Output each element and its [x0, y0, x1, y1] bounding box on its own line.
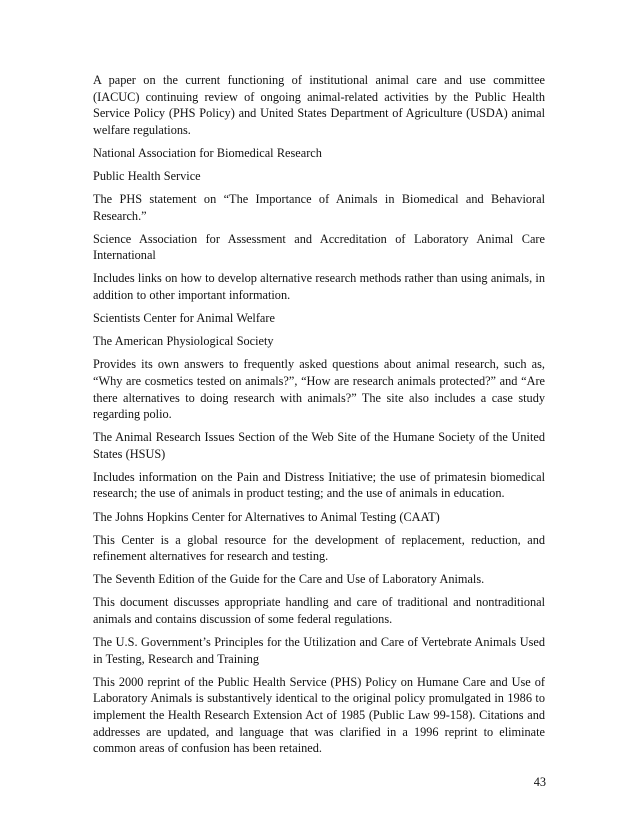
paragraph-alternatives-links: Includes links on how to develop alternative research methods rather than using animals, in addition to other important information. — [93, 271, 545, 303]
paragraph-caat: The Johns Hopkins Center for Alternatives to Animal Testing (CAAT) — [93, 509, 440, 524]
paragraph-caat-info: This Center is a global resource for the development of replacement, reduction, and refinement alternatives for research and testing. — [93, 532, 545, 564]
page-body — [93, 72, 545, 763]
paragraph-phs: Public Health Service — [93, 168, 201, 183]
paragraph-phs-policy-reprint: This 2000 reprint of the Public Health Service (PHS) Policy on Humane Care and Use of Laboratory Animals is substantively identical to the original policy promulgated in 1986 to implement the Health Research Extension Act of 1985 (Public Law 99-158). Citations and addresses are updated, and language that was clarified in a 1996 reprint to eliminate common areas of confusion has been retained. — [93, 674, 545, 756]
paragraph-iacuc-paper: A paper on the current functioning of institutional animal care and use committee (IACUC) continuing review of ongoing animal-related activities by the Public Health Service Policy (PHS Policy) and United States Department of Agriculture (USDA) animal welfare regulations. — [93, 73, 545, 137]
paragraph-nabr: National Association for Biomedical Research — [93, 145, 322, 160]
paragraph-principles: The U.S. Government’s Principles for the Utilization and Care of Vertebrate Animals Used in Testing, Research and Training — [93, 635, 545, 666]
paragraph-hsus: The Animal Research Issues Section of the Web Site of the Humane Society of the United States (HSUS) — [93, 430, 545, 461]
paragraph-guide-info: This document discusses appropriate handling and care of traditional and nontraditional animals and contains discussion of some federal regulations. — [93, 595, 545, 627]
paragraph-hsus-info: Includes information on the Pain and Distress Initiative; the use of primatesin biomedical research; the use of animals in product testing; and the use of animals in education. — [93, 469, 545, 501]
paragraph-guide: The Seventh Edition of the Guide for the Care and Use of Laboratory Animals. — [93, 572, 485, 587]
paragraph-scaw: Scientists Center for Animal Welfare — [93, 311, 275, 326]
paragraph-aaalac: Science Association for Assessment and Accreditation of Laboratory Animal Care International — [93, 231, 545, 263]
paragraph-phs-statement: The PHS statement on “The Importance of Animals in Biomedical and Behavioral Research.” — [93, 192, 545, 223]
paragraph-aps: The American Physiological Society — [93, 334, 274, 349]
paragraph-aps-faq: Provides its own answers to frequently asked questions about animal research, such as, “Why are cosmetics tested on animals?”, “How are research animals protected?” and “Are there alternatives to doing research with animals?” The site also includes a case study regarding polio. — [93, 357, 545, 422]
page-number: 43 — [533, 775, 546, 789]
